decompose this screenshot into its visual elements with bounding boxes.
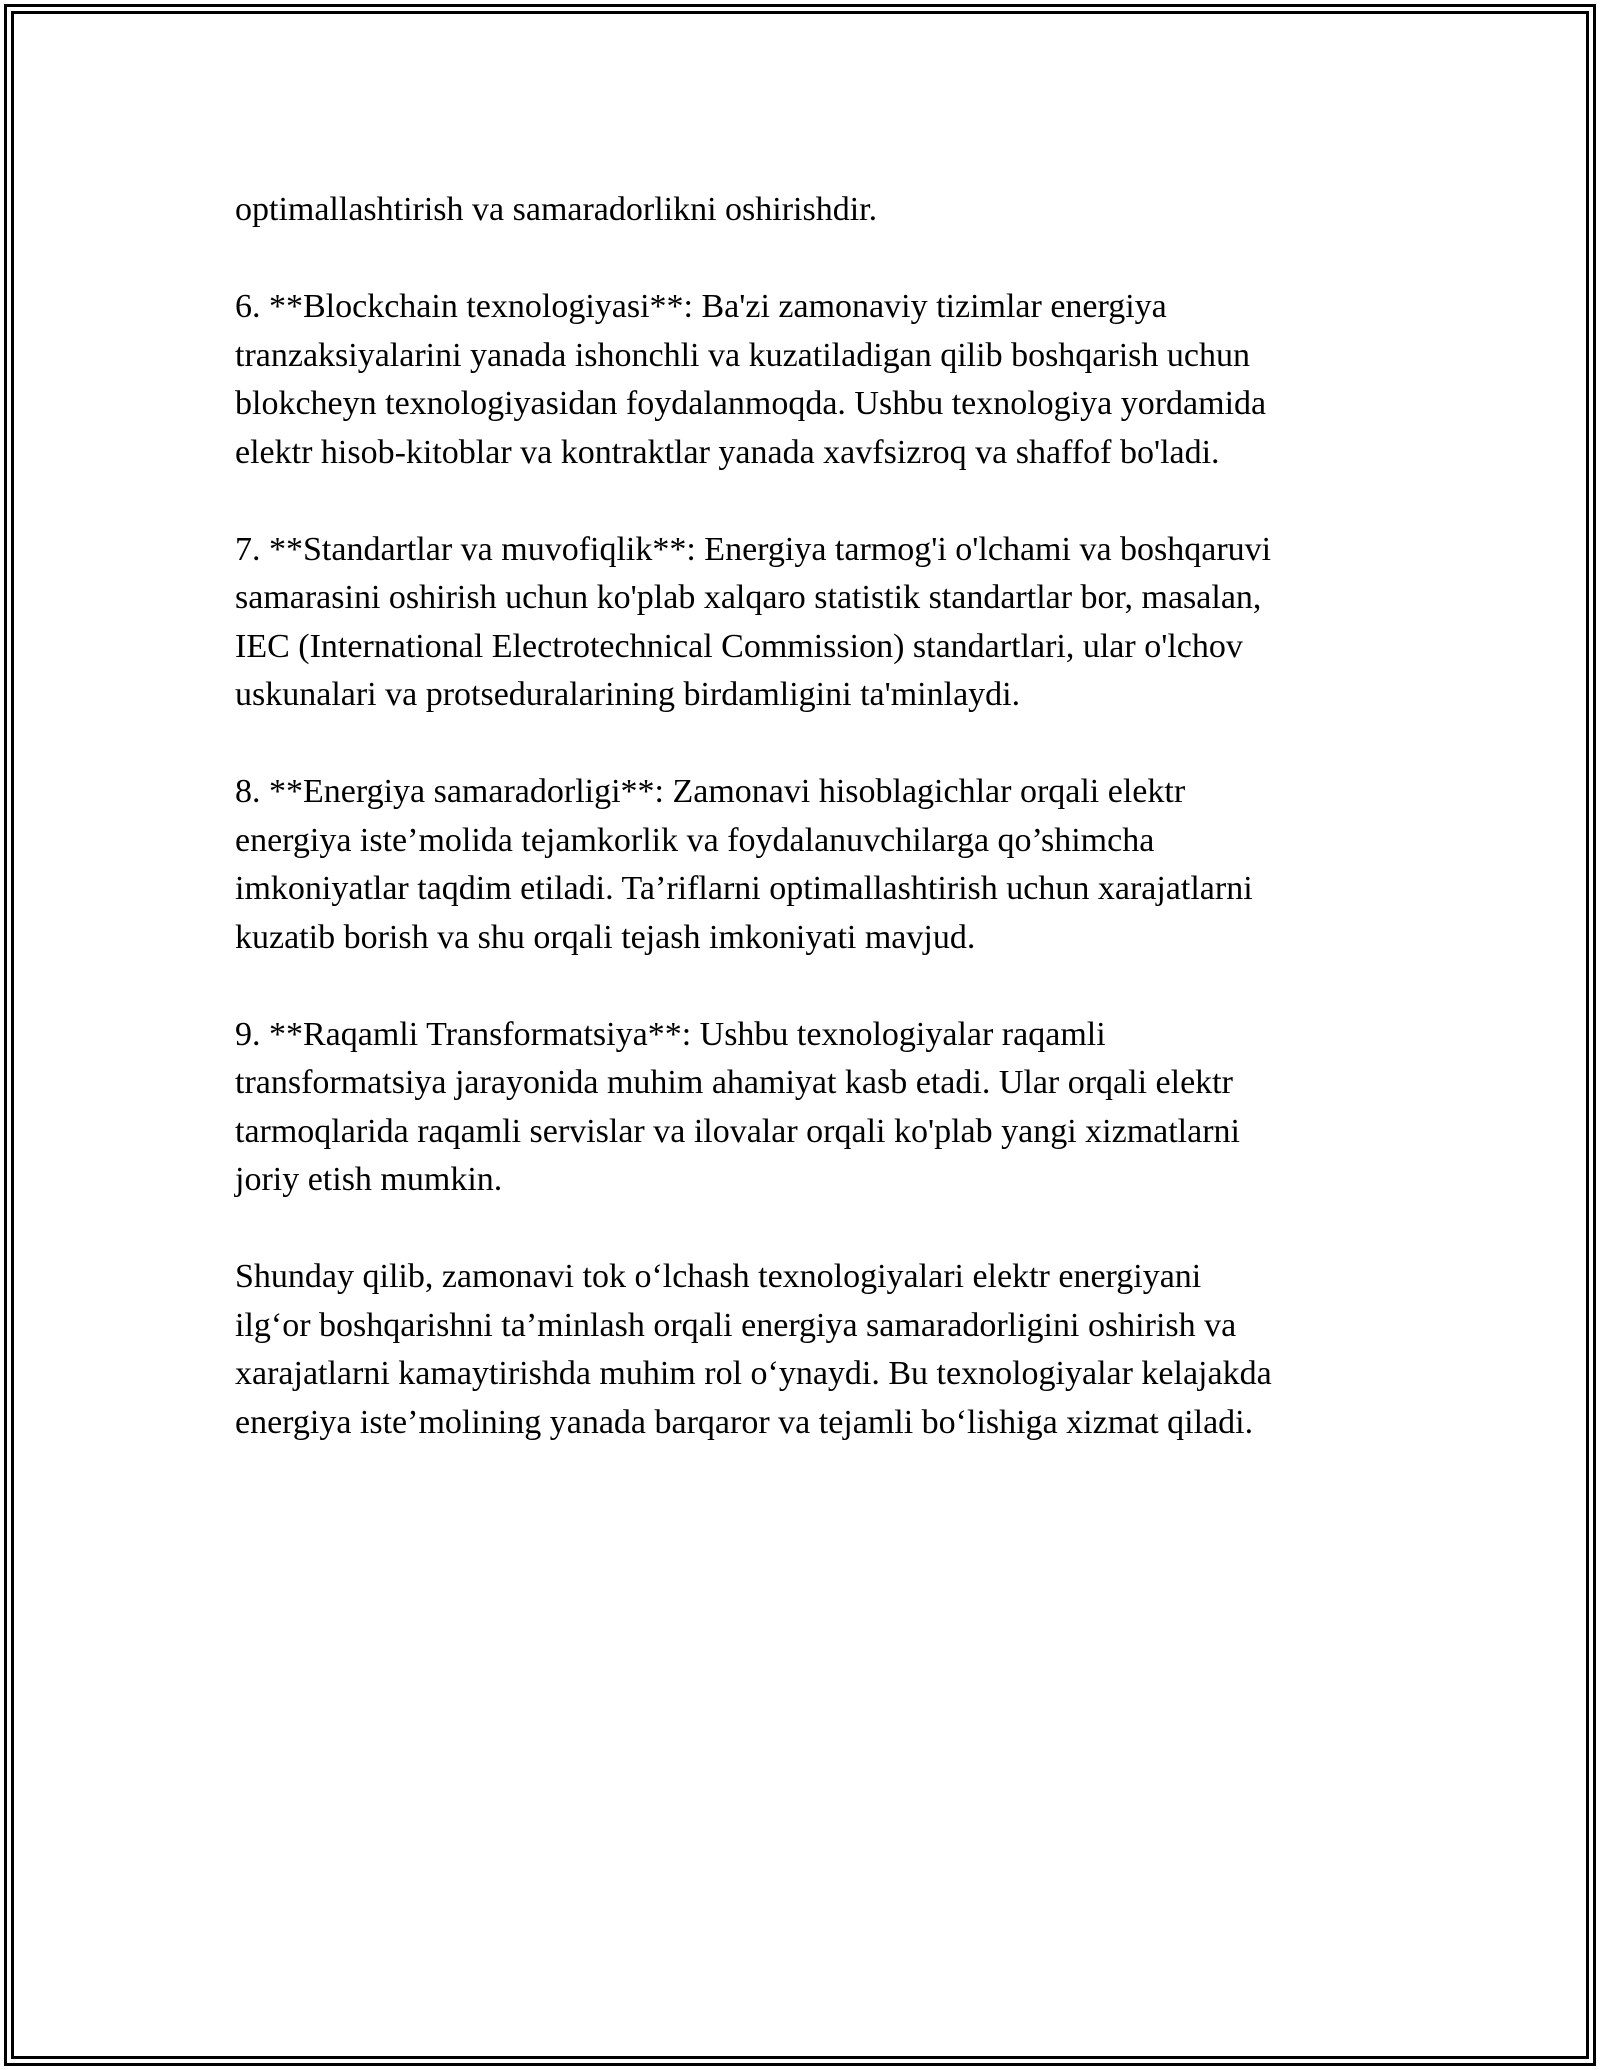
text-line: 8. **Energiya samaradorligi**: Zamonavi hisoblagichlar orqali elektr <box>235 773 1186 810</box>
paragraph-continuation <box>235 186 1385 235</box>
text-line: imkoniyatlar taqdim etiladi. Ta’riflarni optimallashtirish uchun xarajatlarni <box>235 870 1253 907</box>
text-line: 6. **Blockchain texnologiyasi**: Ba'zi zamonaviy tizimlar energiya <box>235 288 1167 325</box>
text-line: transformatsiya jarayonida muhim ahamiyat kasb etadi. Ular orqali elektr <box>235 1064 1233 1101</box>
paragraph-standards <box>235 526 1385 720</box>
text-line: uskunalari va protseduralarining birdamligini ta'minlaydi. <box>235 676 1021 713</box>
text-line: Shunday qilib, zamonavi tok o‘lchash texnologiyalari elektr energiyani <box>235 1258 1202 1295</box>
paragraph-conclusion <box>235 1253 1385 1447</box>
text-line: 9. **Raqamli Transformatsiya**: Ushbu texnologiyalar raqamli <box>235 1015 1106 1053</box>
paragraph-energy-efficiency <box>235 768 1385 962</box>
text-line: 7. **Standartlar va muvofiqlik**: Energiya tarmog'i o'lchami va boshqaruvi <box>235 530 1272 568</box>
text-line: optimallashtirish va samaradorlikni oshirishdir. <box>235 191 878 228</box>
text-line: elektr hisob-kitoblar va kontraktlar yanada xavfsizroq va shaffof bo'ladi. <box>235 433 1220 471</box>
text-line: tarmoqlarida raqamli servislar va ilovalar orqali ko'plab yangi xizmatlarni <box>235 1112 1240 1150</box>
paragraph-blockchain <box>235 283 1385 477</box>
text-line: blokcheyn texnologiyasidan foydalanmoqda. Ushbu texnologiya yordamida <box>235 385 1267 422</box>
text-line: xarajatlarni kamaytirishda muhim rol o‘ynaydi. Bu texnologiyalar kelajakda <box>235 1355 1272 1392</box>
text-line: ilg‘or boshqarishni ta’minlash orqali energiya samaradorligini oshirish va <box>235 1306 1237 1344</box>
text-line: kuzatib borish va shu orqali tejash imkoniyati mavjud. <box>235 918 976 956</box>
paragraph-digital-transformation <box>235 1011 1385 1205</box>
text-line: IEC (International Electrotechnical Commission) standartlari, ular o'lchov <box>235 627 1243 665</box>
text-line: joriy etish mumkin. <box>235 1161 503 1198</box>
text-line: energiya iste’molida tejamkorlik va foydalanuvchilarga qo’shimcha <box>235 821 1155 859</box>
document-body <box>235 186 1385 1496</box>
text-line: samarasini oshirish uchun ko'plab xalqaro statistik standartlar bor, masalan, <box>235 579 1262 616</box>
text-line: energiya iste’molining yanada barqaror va tejamli bo‘lishiga xizmat qiladi. <box>235 1403 1254 1441</box>
text-line: tranzaksiyalarini yanada ishonchli va kuzatiladigan qilib boshqarish uchun <box>235 336 1250 374</box>
